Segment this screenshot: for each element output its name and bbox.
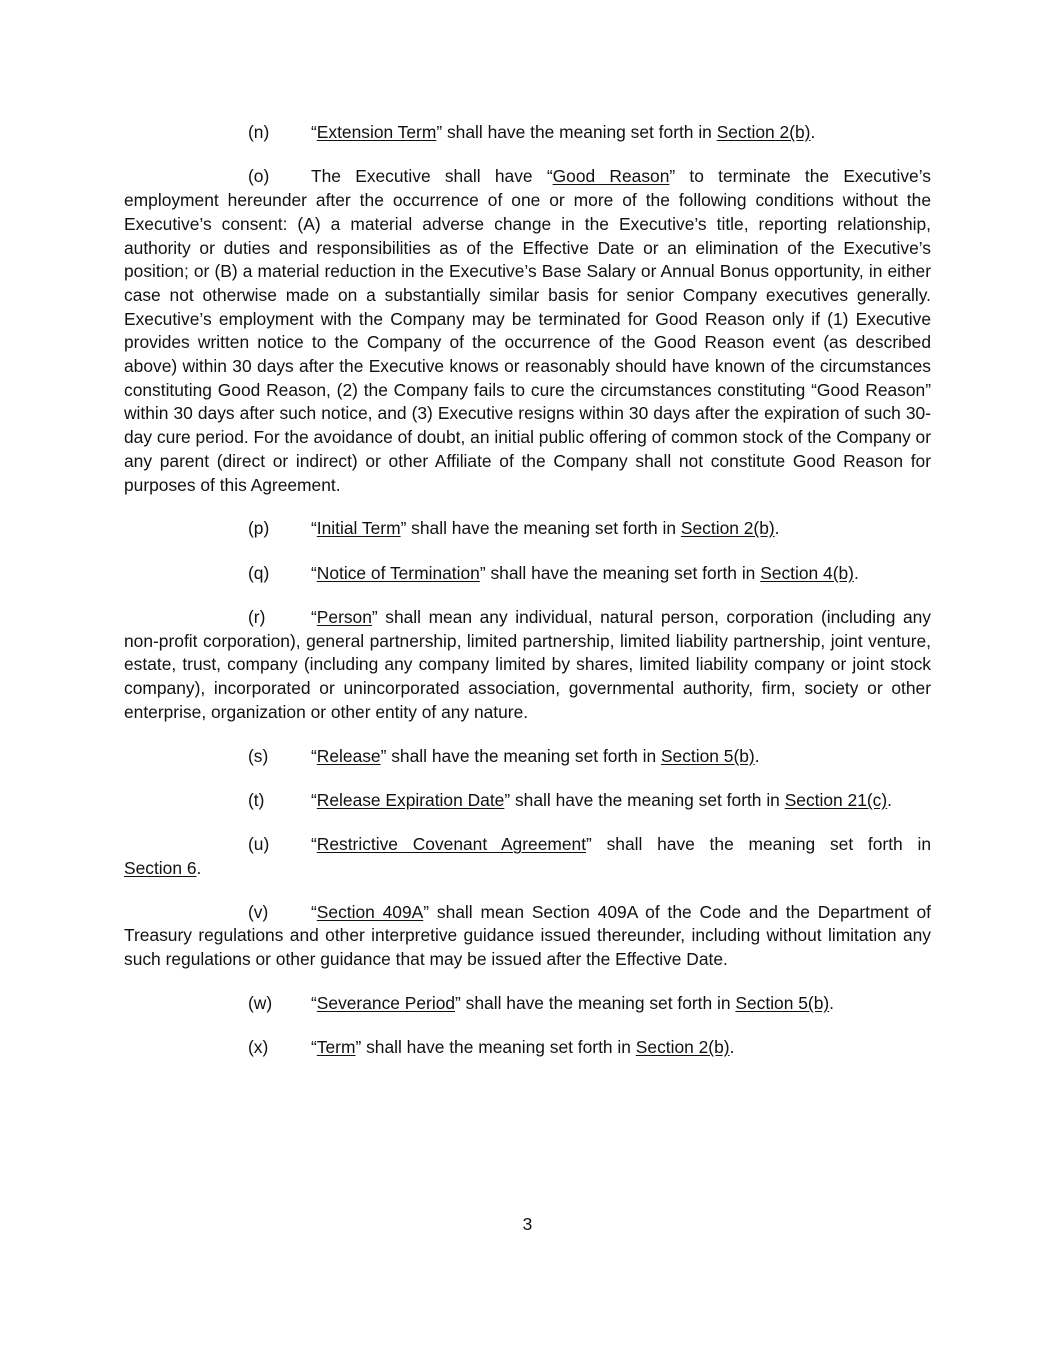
defined-term: Section 409A	[316, 901, 424, 922]
section-reference: Section 5(b)	[735, 992, 830, 1013]
definition-p: (p) “Initial Term” shall have the meaning set forth in Section 2(b).	[124, 517, 931, 541]
section-reference: Section 2(b)	[716, 122, 811, 142]
defined-term: Restrictive Covenant Agreement	[316, 834, 587, 855]
section-reference: Section 4(b)	[760, 562, 854, 583]
defined-term: Term	[316, 1037, 356, 1058]
clause-label: (v)	[248, 901, 269, 922]
clause-label: (u)	[248, 834, 270, 855]
section-reference: Section 2(b)	[680, 518, 775, 539]
definition-u	[124, 833, 931, 880]
defined-term: Release	[316, 745, 381, 766]
definition-x: (x) “Term” shall have the meaning set forth in Section 2(b).	[124, 1036, 931, 1060]
section-reference: Section 5(b)	[660, 745, 755, 766]
defined-term: Release Expiration Date	[316, 789, 505, 810]
clause-label: (p)	[248, 518, 270, 539]
definition-u-ref-line: Section 6.	[124, 858, 202, 879]
definition-o: (o) The Executive shall have “Good Reason” to terminate the Executive’s employment hereunder after the occurrence of one or more of the following conditions without the Executive’s consent: (A) a material adverse change in the Executive’s title, reporting relationship, authority or duties and responsibilities as of the Effective Date or an elimination of the Executive’s position; or (B) a material reduction in the Executive’s Base Salary or Annual Bonus opportunity, in either case not otherwise made on a substantially similar basis for senior Company executives generally. Executive’s employment with the Company may be terminated for Good Reason only if (1) Executive provides written notice to the Company of the occurrence of the Good Reason event (as described above) within 30 days after the Executive knows or reasonably should have known of the circumstances constituting Good Reason, (2) the Company fails to cure the circumstances constituting “Good Reason” within 30 days after such notice, and (3) Executive resigns within 30 days after the expiration of such 30-day cure period. For the avoidance of doubt, an initial public offering of common stock of the Company or any parent (direct or indirect) or other Affiliate of the Company shall not constitute Good Reason for purposes of this Agreement.	[124, 166, 931, 495]
section-reference: Section 2(b)	[635, 1037, 730, 1058]
clause-label: (x)	[248, 1037, 269, 1058]
page-number: 3	[522, 1214, 533, 1234]
definition-n: (n) “Extension Term” shall have the meaning set forth in Section 2(b).	[124, 121, 931, 145]
clause-label: (o)	[248, 166, 270, 187]
defined-term: Initial Term	[316, 518, 401, 539]
definition-v: (v) “Section 409A” shall mean Section 409A of the Code and the Department of Treasury regulations and other interpretive guidance issued thereunder, including without limitation any such regulations or other guidance that may be issued after the Effective Date.	[124, 901, 931, 970]
defined-term: Severance Period	[316, 992, 456, 1013]
document-body	[124, 121, 931, 1081]
clause-label: (w)	[248, 992, 273, 1013]
section-reference: Section 6	[124, 858, 197, 879]
definition-s: (s) “Release” shall have the meaning set forth in Section 5(b).	[124, 745, 931, 769]
definition-u-line: (u) “Restrictive Covenant Agreement” shall have the meaning set forth in	[124, 833, 931, 857]
definition-q: (q) “Notice of Termination” shall have the meaning set forth in Section 4(b).	[124, 562, 931, 586]
definition-t: (t) “Release Expiration Date” shall have the meaning set forth in Section 21(c).	[124, 789, 931, 813]
definition-r: (r) “Person” shall mean any individual, natural person, corporation (including any non-profit corporation), general partnership, limited partnership, limited liability partnership, joint venture, estate, trust, company (including any company limited by shares, limited liability company or joint stock company), incorporated or unincorporated association, governmental authority, firm, society or other enterprise, organization or other entity of any nature.	[124, 607, 931, 722]
clause-label: (s)	[248, 745, 269, 766]
defined-term: Good Reason	[552, 166, 670, 187]
clause-label: (t)	[248, 789, 265, 810]
clause-label: (q)	[248, 562, 270, 583]
defined-term: Notice of Termination	[316, 562, 480, 583]
definition-w: (w) “Severance Period” shall have the meaning set forth in Section 5(b).	[124, 992, 931, 1016]
clause-label: (r)	[248, 607, 266, 628]
section-reference: Section 21(c)	[784, 789, 888, 810]
defined-term: Extension Term	[316, 122, 437, 142]
clause-label: (n)	[248, 122, 270, 142]
defined-term: Person	[316, 607, 372, 628]
